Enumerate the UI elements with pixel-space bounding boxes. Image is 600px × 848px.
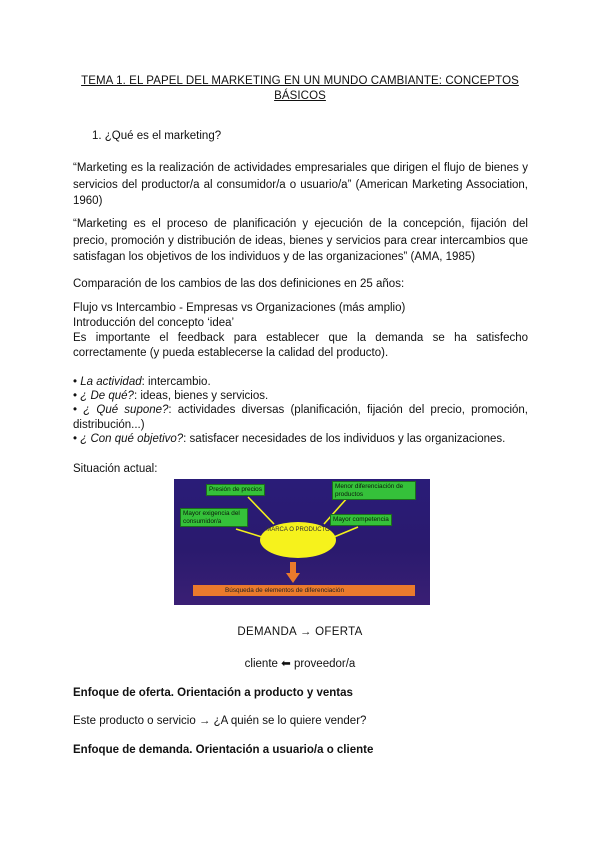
- demanda-oferta: DEMANDA → OFERTA: [237, 626, 363, 638]
- page-title: [80, 74, 520, 104]
- box-exigencia: Mayor exigencia del consumidor/a: [180, 508, 248, 527]
- quote-1960: “Marketing es la realización de actividades empresariales que dirigen el flujo de bienes y servicios del productor/a al consumidor/a o usuario/a” (American Marketing Association, 1960): [73, 162, 528, 207]
- bullet-text: : ideas, bienes y servicios.: [133, 390, 269, 402]
- bullet-label: La actividad: [80, 376, 142, 388]
- title-line-1: TEMA 1. EL PAPEL DEL MARKETING EN UN MUNDO CAMBIANTE: CONCEPTOS: [81, 75, 519, 87]
- note-flujo: Flujo vs Intercambio - Empresas vs Organizaciones (más amplio): [73, 302, 406, 314]
- bullet-de-que: • ¿ De qué?: ideas, bienes y servicios.: [73, 390, 269, 402]
- arrow-presion: [248, 497, 274, 524]
- section-heading: 1. ¿Qué es el marketing?: [92, 130, 222, 142]
- enfoque-oferta: Enfoque de oferta. Orientación a producto y ventas: [73, 687, 353, 699]
- situation-diagram: [174, 479, 430, 605]
- bullet-label: ¿ Qué supone?: [83, 404, 169, 416]
- situacion-label: Situación actual:: [73, 463, 158, 475]
- box-competencia: Mayor competencia: [330, 514, 392, 526]
- ellipse-marca: [260, 522, 336, 558]
- bullet-label: ¿ Con qué objetivo?: [80, 433, 184, 445]
- bullet-text: : satisfacer necesidades de los individuos y las organizaciones.: [183, 433, 506, 445]
- bullet-actividad: • La actividad: intercambio.: [73, 376, 211, 388]
- busqueda-bar: Búsqueda de elementos de diferenciación: [193, 585, 415, 596]
- bullet-objetivo: • ¿ Con qué objetivo?: satisfacer necesidades de los individuos y las organizaciones.: [73, 433, 506, 445]
- quote-1985: “Marketing es el proceso de planificación y ejecución de la concepción, fijación del precio, promoción y distribución de ideas, bienes y servicios para crear intercambios que satisfagan los objetivos de los individuos y de las organizaciones” (AMA, 1985): [73, 218, 528, 263]
- comparison-intro: Comparación de los cambios de las dos definiciones en 25 años:: [73, 278, 405, 290]
- bullet-text: : intercambio.: [141, 376, 211, 388]
- marca-label: MARCA O PRODUCTO: [266, 527, 330, 533]
- bullet-text: : actividades diversas (planificación, fijación del precio, promoción, distribución...): [73, 404, 528, 431]
- bullet-label: ¿ De qué?: [80, 390, 134, 402]
- pregunta-producto: Este producto o servicio → ¿A quién se lo quiere vender?: [73, 715, 367, 727]
- cliente-proveedor: cliente ⬅ proveedor/a: [244, 658, 356, 670]
- title-line-2: BÁSICOS: [274, 90, 326, 102]
- arrow-competencia: [334, 527, 358, 537]
- note-feedback: Es importante el feedback para establecer que la demanda se ha satisfecho correctamente (y pueda establecerse la calidad del producto).: [73, 332, 528, 359]
- arrow-exigencia: [236, 529, 262, 537]
- bullet-que-supone: • ¿ Qué supone?: actividades diversas (planificación, fijación del precio, promoción, distribución...): [73, 404, 528, 431]
- enfoque-demanda: Enfoque de demanda. Orientación a usuario/a o cliente: [73, 744, 374, 756]
- box-presion: Presión de precios: [206, 484, 265, 496]
- box-menor: Menor diferenciación de productos: [332, 481, 416, 500]
- down-arrow-icon: [286, 562, 300, 584]
- note-idea: Introducción del concepto ‘idea’: [73, 317, 235, 329]
